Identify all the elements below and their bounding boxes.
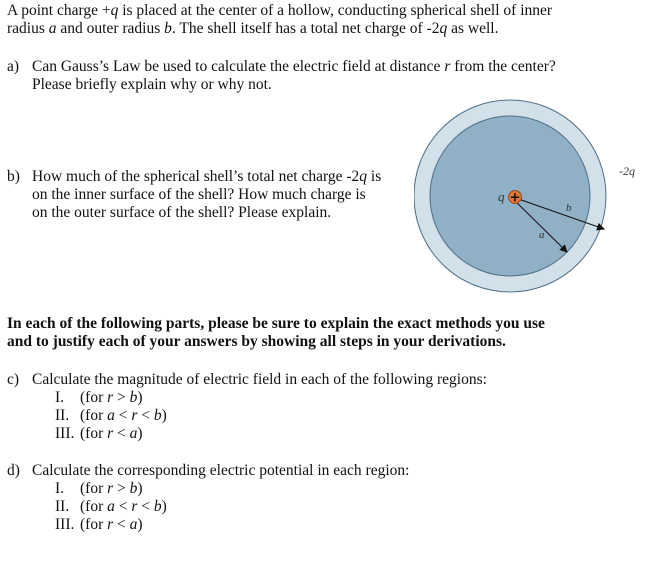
- var-b: b: [129, 389, 138, 406]
- question-a-line-1: [7, 58, 556, 76]
- var-a: a: [107, 498, 115, 515]
- plus-sign: +: [509, 190, 521, 206]
- radius-b-label: b: [566, 202, 572, 214]
- region-item: [7, 516, 409, 534]
- question-text: Can Gauss’s Law be used to calculate the electric field at distance: [32, 58, 445, 75]
- radius-a-label: a: [539, 229, 545, 241]
- question-b-line-1: [7, 168, 381, 186]
- region-text: <: [114, 498, 132, 515]
- var-a: a: [107, 407, 115, 424]
- roman-numeral: III.: [55, 425, 75, 442]
- var-r: r: [107, 389, 114, 406]
- region-text: <: [114, 407, 132, 424]
- region-text: ): [161, 498, 167, 515]
- var-r: r: [107, 425, 114, 442]
- region-text: (for: [80, 498, 108, 515]
- var-b: b: [153, 498, 162, 515]
- region-text: (for: [80, 425, 108, 442]
- var-a: a: [48, 20, 57, 37]
- intro-text: A point charge +: [7, 2, 111, 19]
- region-item: [7, 389, 487, 407]
- region-text: (for: [80, 516, 108, 533]
- var-b: b: [153, 407, 162, 424]
- question-b: [7, 168, 381, 222]
- shell-diagram: [414, 98, 640, 298]
- question-a-line-2: Please briefly explain why or why not.: [32, 76, 272, 93]
- question-letter: b): [7, 168, 20, 185]
- region-text: <: [137, 407, 154, 424]
- intro-line-2: [7, 20, 552, 38]
- region-text: ): [137, 516, 143, 533]
- problem-intro: [7, 2, 552, 38]
- region-text: >: [113, 480, 130, 497]
- region-text: ): [137, 425, 143, 442]
- region-text: (for: [80, 389, 108, 406]
- roman-numeral: III.: [55, 516, 75, 533]
- region-text: (for: [80, 407, 108, 424]
- roman-numeral: I.: [55, 389, 65, 406]
- question-d-line: [7, 462, 409, 480]
- question-a: [7, 58, 556, 94]
- question-letter: d): [7, 462, 20, 479]
- region-item: [7, 480, 409, 498]
- region-text: ): [137, 480, 143, 497]
- question-c-line: [7, 371, 487, 389]
- question-letter: c): [7, 371, 20, 388]
- instructions-line-2: and to justify each of your answers by showing all steps in your derivations.: [7, 333, 506, 350]
- question-letter: a): [7, 58, 20, 75]
- question-text: Calculate the corresponding electric potential in each region:: [32, 462, 410, 479]
- var-q: q: [439, 20, 448, 37]
- question-text: is: [367, 168, 382, 185]
- intro-text: radius: [7, 20, 49, 37]
- intro-text: . The shell itself has a total net charge of -2: [171, 20, 440, 37]
- var-a: a: [129, 516, 138, 533]
- instructions-line-1: In each of the following parts, please be sure to explain the exact methods you use: [7, 315, 545, 332]
- var-q: q: [359, 168, 368, 185]
- shell-charge-label: -2q: [619, 164, 635, 178]
- var-r: r: [444, 58, 451, 75]
- question-text: from the center?: [450, 58, 556, 75]
- intro-text: is placed at the center of a hollow, conducting spherical shell of inner: [118, 2, 553, 19]
- region-text: >: [113, 389, 130, 406]
- region-text: ): [161, 407, 167, 424]
- var-r: r: [107, 516, 114, 533]
- question-b-line-3: on the outer surface of the shell? Please explain.: [32, 204, 332, 221]
- intro-line-1: [7, 2, 552, 20]
- var-b: b: [164, 20, 172, 37]
- var-q: q: [110, 2, 119, 19]
- roman-numeral: II.: [55, 498, 70, 515]
- charge-q-label: q: [498, 189, 505, 204]
- question-c: [7, 371, 487, 443]
- region-text: <: [113, 516, 130, 533]
- region-text: (for: [80, 480, 108, 497]
- var-r: r: [107, 480, 114, 497]
- question-text: How much of the spherical shell’s total net charge -2: [32, 168, 360, 185]
- region-text: ): [137, 389, 143, 406]
- intro-text: as well.: [447, 20, 499, 37]
- var-r: r: [131, 498, 138, 515]
- region-text: <: [137, 498, 154, 515]
- var-r: r: [131, 407, 138, 424]
- question-b-line-2: on the inner surface of the shell? How much charge is: [32, 186, 366, 203]
- question-d: [7, 462, 409, 534]
- var-b: b: [129, 480, 138, 497]
- region-item: [7, 407, 487, 425]
- question-text: Calculate the magnitude of electric field in each of the following regions:: [32, 371, 487, 388]
- roman-numeral: I.: [55, 480, 65, 497]
- region-text: <: [113, 425, 130, 442]
- region-item: [7, 425, 487, 443]
- intro-text: and outer radius: [56, 20, 165, 37]
- instructions: [7, 315, 545, 351]
- shell-diagram-svg: [414, 98, 640, 298]
- region-item: [7, 498, 409, 516]
- roman-numeral: II.: [55, 407, 70, 424]
- var-a: a: [129, 425, 138, 442]
